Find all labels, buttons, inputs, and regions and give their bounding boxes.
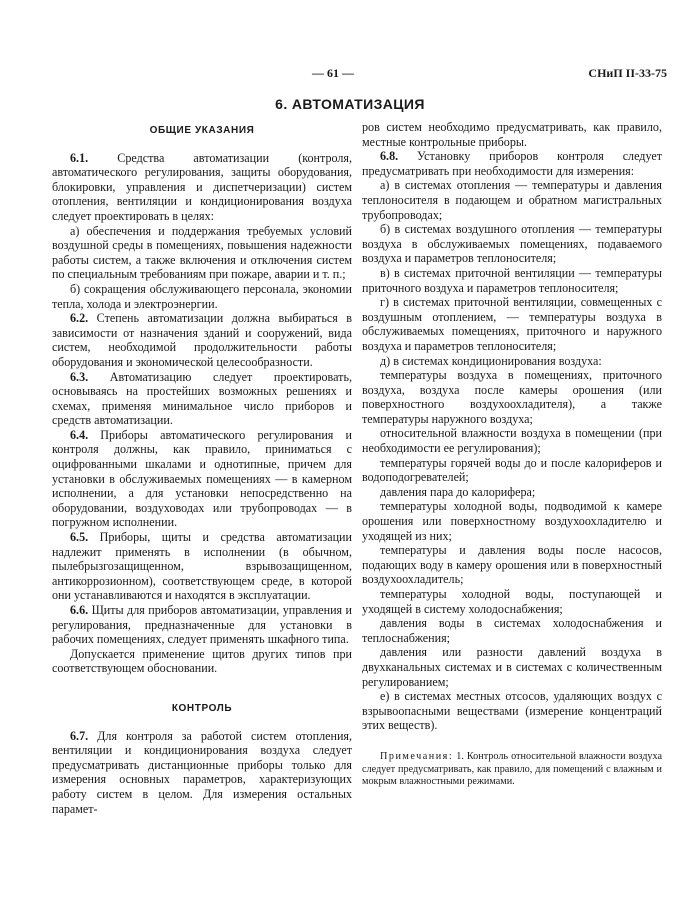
item-d-9: давления или разности давлений воздуха в двухканальных системах и в системах с количественным регулированием; xyxy=(362,645,662,689)
clause-6-6 xyxy=(52,603,352,647)
clause-text: Щиты для приборов автоматизации, управления и регулирования, предназначенные для установки в рабочих помещениях, следует применять шкафного типа. xyxy=(52,603,352,647)
item-d: д) в системах кондиционирования воздуха: xyxy=(380,353,602,368)
clause-number: 6.2. xyxy=(70,311,89,326)
clause-text: Автоматизацию следует проектировать, основываясь на простейших возможных решениях и схемах, применяя минимальное число приборов и средств автоматизации. xyxy=(52,369,352,428)
clause-6-2 xyxy=(52,311,352,369)
clause-6-5 xyxy=(52,530,352,603)
clause-6-1-a: а) обеспечения и поддержания требуемых условий воздушной среды в помещениях, повышения надежности работы систем, а также включения и отключения систем по специальным требованиям при пожаре, аварии и т. п.; xyxy=(52,223,352,282)
clause-number: 6.8. xyxy=(380,149,399,164)
clause-number: 6.5. xyxy=(70,530,89,545)
clause-number: 6.1. xyxy=(70,150,89,165)
clause-6-1 xyxy=(52,151,352,224)
clause-text: Приборы, щиты и средства автоматизации надлежит применять в исполнении (в обычном, пылебрызгозащищенном, взрывозащищенном, антикоррозионном), соответствующем среде, в которой они устанавливаются и находятся в эксплуатации. xyxy=(52,530,353,603)
clause-text: Установку приборов контроля следует предусматривать при необходимости для измерения: xyxy=(362,149,662,178)
right-column xyxy=(362,120,662,789)
clause-6-4 xyxy=(52,428,352,530)
note-label: Примечания: xyxy=(380,750,454,762)
item-d-5: температуры холодной воды, подводимой к камере орошения или поверхностному воздухоохладителю и уходящей из них; xyxy=(362,499,662,543)
clause-text: Средства автоматизации (контроля, автоматического регулирования, защиты оборудования, блокировки, управления и диспетчеризации) систем отопления, вентиляции и кондиционирования воздуха следует проектировать в целях: xyxy=(52,150,352,223)
document-code: СНиП II-33-75 xyxy=(588,66,667,80)
clause-text: Степень автоматизации должна выбираться в зависимости от назначения зданий и сооружений, вида систем, необходимой продолжительности работы оборудования и экономической целесообразности. xyxy=(52,311,352,369)
item-d-1: температуры воздуха в помещениях, приточного воздуха, воздуха после камеры орошения (или поверхностного воздухоохладителя), а также температуры наружного воздуха; xyxy=(362,368,662,426)
item-d-8: давления воды в системах холодоснабжения и теплоснабжения; xyxy=(362,616,662,645)
clause-6-7 xyxy=(52,729,352,817)
item-d-6: температуры и давления воды после насосов, подающих воду в камеру орошения или в поверхностный воздухоохладитель; xyxy=(362,543,662,587)
item-v: в) в системах приточной вентиляции — температуры приточного воздуха и параметров теплоносителя; xyxy=(362,265,662,295)
clause-number: 6.3. xyxy=(70,369,89,384)
item-g: г) в системах приточной вентиляции, совмещенных с воздушным отоплением, — температуры воздуха в обслуживаемых помещениях, приточного и наружного воздуха и параметров теплоносителя; xyxy=(362,295,662,353)
item-a: а) в системах отопления — температуры и давления теплоносителя в подающем и обратном магистральных трубопроводах; xyxy=(362,178,662,222)
clause-6-3 xyxy=(52,370,352,428)
clause-number: 6.7. xyxy=(70,728,89,743)
clause-number: 6.6. xyxy=(70,603,89,617)
item-d-4: давления пара до калорифера; xyxy=(380,484,536,499)
clause-text: Для контроля за работой систем отопления, вентиляции и кондиционирования воздуха следует предусматривать дистанционные приборы только для измерения основных параметров, характеризующих работу систем в целом. Для измерения остальных парамет- xyxy=(52,728,352,816)
clause-text: Приборы автоматического регулирования и контроля должны, как правило, приниматься с оцифрованными шкалами и однотипные, причем для установки в обслуживаемых помещениях — в камерном исполнении, а для установки непосредственно на оборудовании, воздуховодах или трубопроводах — в погружном исполнении. xyxy=(52,427,352,530)
item-d-3: температуры горячей воды до и после калориферов и водоподогревателей; xyxy=(362,455,662,485)
continuation-text: ров систем необходимо предусматривать, как правило, местные контрольные приборы. xyxy=(362,120,662,149)
page-number: — 61 — xyxy=(312,66,354,80)
item-d-2: относительной влажности воздуха в помещении (при необходимости ее регулирования); xyxy=(362,426,662,456)
subheading-control: КОНТРОЛЬ xyxy=(171,702,233,714)
section-title: 6. АВТОМАТИЗАЦИЯ xyxy=(275,96,425,112)
note xyxy=(362,751,662,789)
clause-6-1-b: б) сокращения обслуживающего персонала, экономии тепла, холода и электроэнергии. xyxy=(52,281,352,311)
item-e: е) в системах местных отсосов, удаляющих воздух с взрывоопасными веществами (измерение концентраций этих веществ). xyxy=(362,689,662,733)
left-column xyxy=(52,120,352,816)
item-d-7: температуры холодной воды, поступающей и уходящей в систему холодоснабжения; xyxy=(362,587,662,616)
clause-6-8 xyxy=(362,149,662,178)
clause-6-6-b: Допускается применение щитов других типов при соответствующем обосновании. xyxy=(52,646,352,676)
subheading-general: ОБЩИЕ УКАЗАНИЯ xyxy=(149,125,255,136)
clause-number: 6.4. xyxy=(70,427,89,442)
note-text: 1. Контроль относительной влажности воздуха следует предусматривать, как правило, для помещений с влажным и мокрым влажностными режимами. xyxy=(362,750,663,788)
item-b: б) в системах воздушного отопления — температуры воздуха в обслуживаемых помещениях, подаваемого воздуха и параметров теплоносителя; xyxy=(362,222,662,266)
